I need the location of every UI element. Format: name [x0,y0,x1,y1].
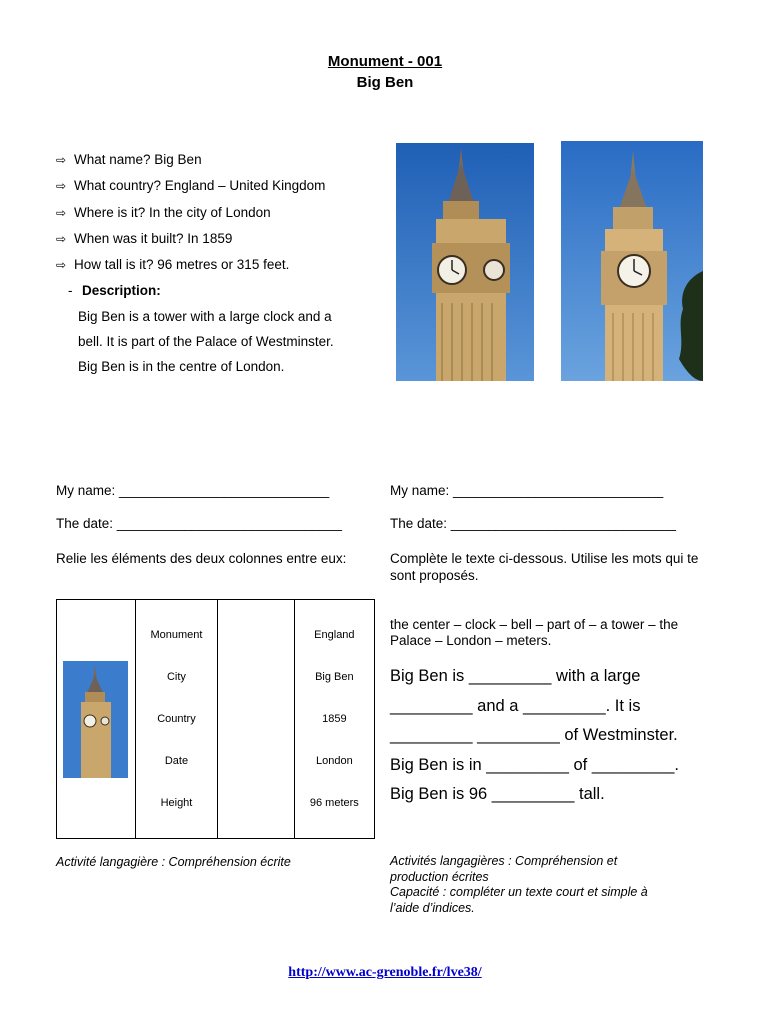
cloze-line: Big Ben is 96 _________ tall. [390,785,605,803]
list-item: London [316,755,353,767]
hollow-right-arrow-icon: ⇨ [56,153,67,167]
big-ben-photo-2 [561,141,703,381]
word-bank: the center – clock – bell – part of – a tower – the Palace – London – meters. [390,617,679,648]
list-item: Monument [150,629,203,641]
cloze-line: _________ _________ of Westminster. [390,726,678,744]
list-item: Big Ben [315,671,354,683]
list-item: Date [164,755,189,767]
cloze-instruction: Complète le texte ci-dessous. Utilise les mots qui te sont proposés. [390,551,699,583]
list-item: Height [160,797,193,809]
fact-item: ⇨ What country? England – United Kingdom [56,173,386,199]
fact-item: ⇨ How tall is it? 96 metres or 315 feet. [56,252,386,278]
date-line-right: The date: ______________________________ [390,516,677,531]
date-line-left: The date: ______________________________ [56,516,343,531]
facts-list [56,147,386,380]
description-line: Big Ben is a tower with a large clock and a [78,308,332,324]
name-line-right: My name: ____________________________ [390,483,664,498]
fact-item: ⇨ When was it built? In 1859 [56,226,386,252]
matching-column-right [294,600,374,839]
description-heading: - Description: [68,283,161,299]
hollow-right-arrow-icon: ⇨ [56,205,67,220]
hollow-right-arrow-icon: ⇨ [56,258,67,273]
cloze-line: Big Ben is in _________ of _________. [390,755,679,774]
big-ben-photo-1 [396,143,534,381]
list-item: 1859 [322,713,347,725]
list-item: 96 meters [309,797,359,809]
cloze-line: Big Ben is _________ with a large [390,667,641,685]
activity-label-right: Activités langagières : Compréhension et production écrites Capacité : compléter un texte court et simple à l’aide d’indices. [390,854,648,915]
big-ben-thumbnail [63,661,128,778]
matching-instruction: Relie les éléments des deux colonnes entre eux: [56,551,347,566]
fact-item: ⇨ What name? Big Ben [56,147,386,173]
hollow-right-arrow-icon: ⇨ [56,231,67,246]
description-line: Big Ben is in the centre of London. [78,359,285,375]
matching-gap-cell [218,600,295,839]
hollow-right-arrow-icon: ⇨ [56,179,67,194]
list-item: City [166,671,186,683]
list-item: England [314,629,355,641]
footer-link[interactable]: http://www.ac-grenoble.fr/lve38/ [288,965,482,980]
cloze-text [390,662,720,810]
cloze-line: _________ and a _________. It is [390,696,641,715]
activity-label-left: Activité langagière : Compréhension écrite [56,855,291,869]
page-subtitle: Big Ben [356,74,414,91]
matching-column-middle [135,600,217,839]
list-item: Country [157,713,196,725]
description-line: bell. It is part of the Palace of Westminster. [78,334,334,350]
table-image-cell [57,600,136,839]
page-title: Monument - 001 [327,53,443,70]
matching-table [56,599,375,839]
fact-item: ⇨ Where is it? In the city of London [56,200,386,226]
name-line-left: My name: ____________________________ [56,483,330,498]
